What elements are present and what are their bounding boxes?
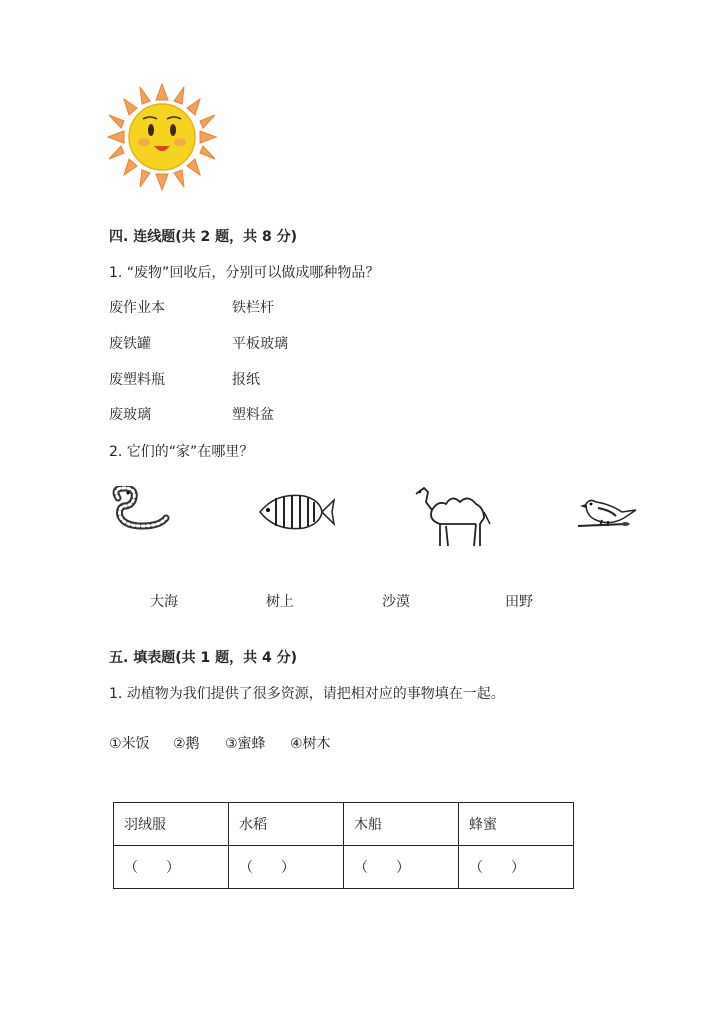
answer-blank[interactable]: （ ） [229, 846, 344, 889]
section-5-heading: 五. 填表题(共 1 题，共 4 分) [109, 650, 297, 666]
match-left-item: 废作业本 [109, 300, 165, 316]
option-item: ②鹅 [173, 736, 200, 752]
place-label: 沙漠 [382, 594, 410, 610]
fish-icon [256, 488, 336, 536]
answer-blank[interactable]: （ ） [114, 846, 229, 889]
match-right-item: 平板玻璃 [232, 336, 288, 352]
match-right-item: 塑料盆 [232, 407, 274, 423]
fill-table [113, 802, 574, 889]
place-label: 树上 [266, 594, 294, 610]
sun-icon [104, 82, 220, 192]
question-1-prompt: 1. 动植物为我们提供了很多资源，请把相对应的事物填在一起。 [109, 686, 505, 702]
match-right-item: 报纸 [232, 372, 260, 388]
table-header-cell: 木船 [344, 803, 459, 846]
match-left-item: 废塑料瓶 [109, 372, 165, 388]
option-item: ③蜜蜂 [225, 736, 266, 752]
place-label: 大海 [150, 594, 178, 610]
bird-icon [576, 490, 640, 540]
match-left-item: 废铁罐 [109, 336, 151, 352]
answer-blank[interactable]: （ ） [344, 846, 459, 889]
table-header-cell: 水稻 [229, 803, 344, 846]
question-2-prompt: 2. 它们的“家”在哪里？ [109, 444, 254, 460]
table-answer-row [114, 846, 574, 889]
camel-icon [410, 484, 492, 550]
place-label: 田野 [505, 594, 533, 610]
table-header-cell: 蜂蜜 [459, 803, 574, 846]
match-left-item: 废玻璃 [109, 407, 151, 423]
section-4-heading: 四. 连线题(共 2 题，共 8 分) [109, 229, 297, 245]
option-item: ④树木 [290, 736, 331, 752]
question-1-prompt: 1. “废物”回收后，分别可以做成哪种物品？ [109, 265, 380, 281]
match-right-item: 铁栏杆 [232, 300, 274, 316]
table-header-cell: 羽绒服 [114, 803, 229, 846]
option-item: ①米饭 [109, 736, 150, 752]
snake-icon [108, 486, 178, 538]
answer-blank[interactable]: （ ） [459, 846, 574, 889]
table-header-row [114, 803, 574, 846]
